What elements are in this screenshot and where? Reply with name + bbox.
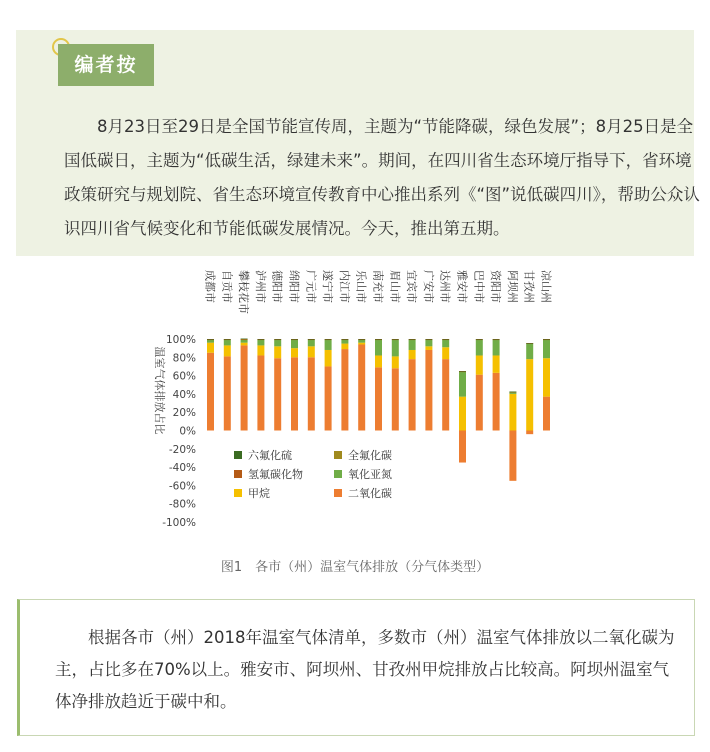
x-category-label: 广元市 <box>304 270 318 303</box>
bar-segment <box>291 340 298 348</box>
x-category-label: 南充市 <box>371 270 385 303</box>
bar-segment <box>543 358 550 396</box>
bar-segment <box>358 343 365 345</box>
x-category-label: 雅安市 <box>455 270 469 303</box>
legend-swatch <box>334 489 342 497</box>
bar-segment <box>392 340 399 356</box>
bar-segment <box>509 394 516 431</box>
bar-segment <box>358 339 365 340</box>
legend-swatch <box>334 451 342 459</box>
legend-swatch <box>234 489 242 497</box>
bar-segment <box>409 340 416 350</box>
bar-segment <box>291 357 298 430</box>
editor-note-tag: 编者按 <box>58 44 154 86</box>
bar-segment <box>476 339 483 340</box>
x-category-label: 宜宾市 <box>405 270 419 303</box>
x-category-label: 攀枝花市 <box>237 270 251 314</box>
bar-segment <box>459 431 466 463</box>
bar-segment <box>476 355 483 374</box>
bar-segment <box>257 339 264 340</box>
bar-segment <box>308 346 315 357</box>
y-axis-label: 温室气体排放占比 <box>153 346 166 435</box>
bar-segment <box>476 340 483 356</box>
bar-segment <box>341 349 348 430</box>
bar-segment <box>526 343 533 344</box>
x-category-label: 资阳市 <box>489 270 503 303</box>
bar-segment <box>392 356 399 368</box>
y-tick-label: -60% <box>168 480 196 493</box>
y-tick-label: -20% <box>168 443 196 456</box>
bar-segment <box>207 343 214 353</box>
legend-swatch <box>234 451 242 459</box>
x-category-label: 达州市 <box>438 270 452 303</box>
bar-segment <box>375 355 382 367</box>
legend-label: 二氧化碳 <box>348 487 392 500</box>
legend-swatch <box>334 470 342 478</box>
x-category-label: 阿坝州 <box>505 270 519 303</box>
x-category-label: 凉山州 <box>539 270 553 303</box>
bar-segment <box>224 356 231 430</box>
bar-segment <box>257 355 264 430</box>
bar-segment <box>224 345 231 356</box>
summary-box <box>17 599 695 736</box>
y-tick-label: 60% <box>172 370 196 383</box>
bar-segment <box>476 375 483 431</box>
bar-segment <box>207 353 214 431</box>
bar-segment <box>224 340 231 345</box>
bar-segment <box>341 340 348 344</box>
bar-segment <box>207 340 214 343</box>
legend-label: 氧化亚氮 <box>348 468 392 481</box>
bar-segment <box>291 348 298 357</box>
bar-segment <box>425 340 432 346</box>
x-category-label: 德阳市 <box>270 270 284 303</box>
bar-segment <box>257 340 264 345</box>
bar-segment <box>358 340 365 343</box>
bar-segment <box>341 344 348 349</box>
bar-segment <box>442 339 449 340</box>
y-tick-label: 20% <box>172 407 196 420</box>
x-category-label: 甘孜州 <box>522 270 536 303</box>
bar-segment <box>459 372 466 397</box>
bar-segment <box>341 339 348 340</box>
x-category-label: 泸州市 <box>253 270 267 303</box>
x-category-label: 巴中市 <box>472 270 486 303</box>
bar-segment <box>358 344 365 430</box>
x-category-label: 眉山市 <box>388 270 402 303</box>
y-tick-label: -40% <box>168 462 196 475</box>
bar-segment <box>526 344 533 360</box>
x-category-label: 乐山市 <box>354 270 368 303</box>
bar-segment <box>425 339 432 340</box>
bar-segment <box>241 339 248 340</box>
y-tick-label: 80% <box>172 352 196 365</box>
bar-segment <box>325 366 332 430</box>
editor-note-text: 8月23日至29日是全国节能宣传周，主题为“节能降碳，绿色发展”；8月25日是全国低碳日，主题为“低碳生活，绿建未来”。期间，在四川省生态环境厅指导下，省环境政策研究与规划院、省生态环境宣传教育中心推出系列《“图”说低碳四川》，帮助公众认识四川省气候变化和节能低碳发展情况。今天，推出第五期。 <box>64 117 700 238</box>
bar-segment <box>241 345 248 430</box>
y-tick-label: 40% <box>172 388 196 401</box>
bar-segment <box>425 350 432 431</box>
bar-segment <box>325 339 332 340</box>
summary-text: 根据各市（州）2018年温室气体清单，多数市（州）温室气体排放以二氧化碳为主，占比多在70%以上。雅安市、阿坝州、甘孜州甲烷排放占比较高。阿坝州温室气体净排放趋近于碳中和。 <box>55 628 675 711</box>
x-category-label: 自贡市 <box>220 270 234 303</box>
bar-segment <box>274 346 281 358</box>
bar-segment <box>459 397 466 431</box>
bar-segment <box>509 392 516 393</box>
bar-segment <box>325 340 332 350</box>
bar-segment <box>308 357 315 430</box>
bar-segment <box>375 339 382 340</box>
bar-segment <box>308 339 315 340</box>
y-tick-label: -100% <box>162 517 196 529</box>
y-tick-label: 100% <box>165 334 196 346</box>
bar-segment <box>442 347 449 359</box>
y-tick-label: 0% <box>179 425 196 438</box>
bar-segment <box>392 368 399 430</box>
bar-segment <box>442 359 449 430</box>
bar-segment <box>241 340 248 343</box>
bar-segment <box>493 340 500 356</box>
bar-segment <box>493 339 500 340</box>
bar-segment <box>425 346 432 350</box>
legend-label: 六氟化硫 <box>248 449 292 462</box>
bar-segment <box>224 339 231 340</box>
bar-segment <box>526 359 533 430</box>
bar-segment <box>543 339 550 340</box>
bar-segment <box>509 431 516 481</box>
bar-segment <box>375 367 382 430</box>
bar-segment <box>409 339 416 340</box>
x-category-label: 成都市 <box>203 270 217 303</box>
bar-segment <box>526 431 533 435</box>
bar-segment <box>392 339 399 340</box>
bar-segment <box>308 340 315 346</box>
bar-segment <box>442 340 449 347</box>
bar-segment <box>409 350 416 359</box>
bar-segment <box>325 350 332 366</box>
bar-segment <box>493 355 500 372</box>
bar-segment <box>493 373 500 431</box>
bar-segment <box>409 359 416 430</box>
bar-segment <box>375 340 382 356</box>
figure-caption: 图1 各市（州）温室气体排放（分气体类型） <box>220 560 490 575</box>
bar-segment <box>274 339 281 340</box>
bar-segment <box>207 339 214 340</box>
emissions-stacked-bar-chart <box>150 262 570 552</box>
x-category-label: 遂宁市 <box>321 270 335 303</box>
bar-segment <box>257 345 264 355</box>
bar-segment <box>274 340 281 346</box>
bar-segment <box>459 371 466 372</box>
bar-segment <box>543 340 550 358</box>
bar-segment <box>543 397 550 431</box>
legend-label: 全氟化碳 <box>348 449 392 462</box>
bar-segment <box>274 358 281 430</box>
legend-label: 氢氟碳化物 <box>248 468 303 481</box>
bar-segment <box>291 339 298 340</box>
bar-segment <box>241 343 248 346</box>
x-category-label: 广安市 <box>421 270 435 303</box>
legend-swatch <box>234 470 242 478</box>
x-category-label: 内江市 <box>337 270 351 303</box>
editor-note-box <box>16 30 700 256</box>
legend-label: 甲烷 <box>248 487 270 500</box>
x-category-label: 绵阳市 <box>287 270 301 303</box>
y-tick-label: -80% <box>168 498 196 511</box>
